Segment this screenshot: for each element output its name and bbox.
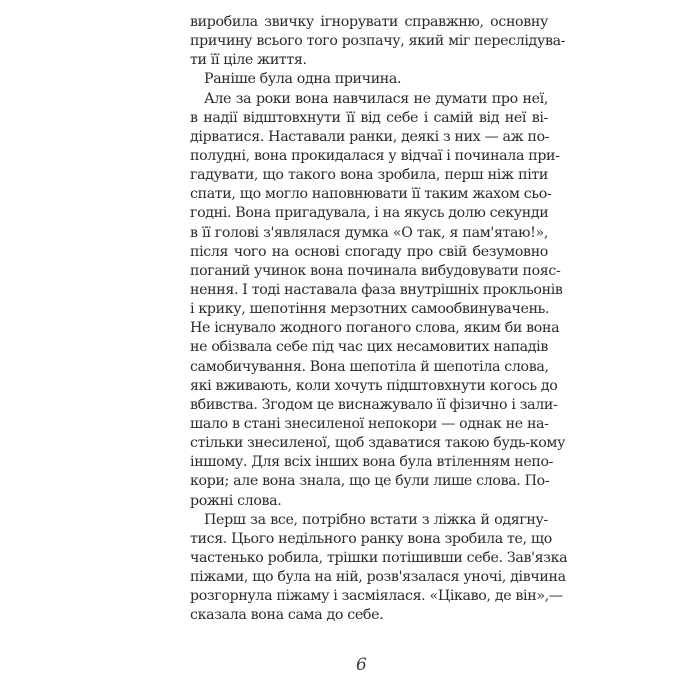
- text-line: вбивства. Згодом це виснажувало її фізично і зали-: [190, 396, 558, 413]
- text-line: стільки знесиленої, щоб здаватися такою будь-кому: [190, 435, 566, 452]
- text-line: після чого на основі спогаду про свій безумовно: [190, 243, 548, 260]
- text-line: в надії відштовхнути її від себе і самій від неї ві-: [190, 109, 548, 126]
- text-line: розгорнула піжаму і засміялася. «Цікаво, де він»,—: [190, 588, 563, 605]
- text-line: тися. Цього недільного ранку вона зробила те, що: [190, 530, 552, 547]
- text-line: в її голові з'являлася думка «О так, я пам'ятаю!»,: [190, 224, 548, 241]
- text-line: шало в стані знесиленої непокори — однак не на-: [190, 415, 549, 432]
- text-line: Перш за все, потрібно встати з ліжка й одягну-: [204, 511, 548, 528]
- text-line: які вживають, коли хочуть підштовхнути когось до: [190, 377, 558, 394]
- text-line: Не існувало жодного поганого слова, яким би вона: [190, 320, 560, 337]
- text-line: частенько робила, трішки потішивши себе. Зав'язка: [190, 549, 568, 566]
- text-line: гадувати, що такого вона зробила, перш ніж піти: [190, 167, 548, 184]
- text-line: не обізвала себе під час цих несамовитих нападів: [190, 339, 548, 356]
- text-line: рожні слова.: [190, 492, 282, 509]
- text-line: Раніше була одна причина.: [204, 71, 402, 88]
- body-text: [190, 13, 568, 626]
- text-line: нення. І тоді наставала фаза внутрішніх прокльонів: [190, 281, 563, 298]
- text-line: сказала вона сама до себе.: [190, 607, 384, 624]
- text-line: полудні, вона прокидалася у відчаї і починала при-: [190, 147, 560, 164]
- text-line: виробила звичку ігнорувати справжню, основну: [190, 14, 548, 30]
- text-line: ти її ціле життя.: [190, 52, 307, 69]
- text-line: кори; але вона знала, що це були лише слова. По-: [190, 473, 550, 490]
- text-line: піжами, що була на ній, розв'язалася уночі, дівчина: [190, 569, 566, 586]
- text-line: іншому. Для всіх інших вона була втіленням непо-: [190, 454, 554, 471]
- text-line: поганий учинок вона починала вибудовувати пояс-: [190, 262, 561, 279]
- page-number: 6: [356, 655, 367, 675]
- text-line: самобичування. Вона шепотіла й шепотіла слова,: [190, 358, 549, 375]
- text-line: спати, що могло наповнювати її таким жахом сьо-: [190, 186, 552, 203]
- text-line: Але за роки вона навчилася не думати про неї,: [204, 90, 548, 107]
- text-line: і крику, шепотіння мерзотних самообвинувачень.: [190, 301, 550, 318]
- text-line: дірватися. Наставали ранки, деякі з них — аж по-: [190, 128, 550, 145]
- text-line: годні. Вона пригадувала, і на якусь долю секунди: [190, 205, 549, 222]
- text-line: причину всього того розпачу, який міг переслідува-: [190, 33, 566, 50]
